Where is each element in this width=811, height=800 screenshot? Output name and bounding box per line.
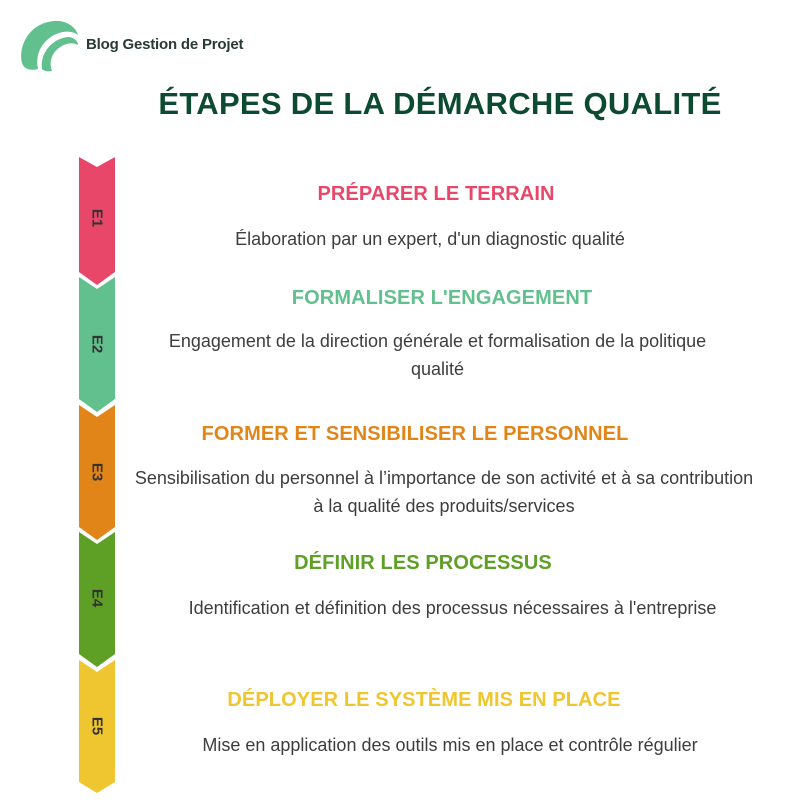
step-e1-description: Élaboration par un expert, d'un diagnostic qualité xyxy=(235,229,625,249)
step-e3-label: E3 xyxy=(88,462,106,482)
step-e4-label: E4 xyxy=(88,588,106,608)
step-e3-heading: FORMER ET SENSIBILISER LE PERSONNEL xyxy=(201,423,629,445)
step-e2-heading: FORMALISER L'ENGAGEMENT xyxy=(291,287,593,309)
step-e4-description: Identification et définition des processus nécessaires à l'entreprise xyxy=(188,598,717,618)
step-e2-description: Engagement de la direction générale et formalisation de la politique qualité xyxy=(168,331,707,379)
step-e5-heading: DÉPLOYER LE SYSTÈME MIS EN PLACE xyxy=(227,689,621,711)
page-title: ÉTAPES DE LA DÉMARCHE QUALITÉ xyxy=(158,86,722,121)
step-e1-heading: PRÉPARER LE TERRAIN xyxy=(317,183,555,205)
step-e5-description: Mise en application des outils mis en place et contrôle régulier xyxy=(202,735,698,755)
step-e4-heading: DÉFINIR LES PROCESSUS xyxy=(294,552,552,574)
blog-logo-icon xyxy=(16,19,80,75)
step-e2-label: E2 xyxy=(88,334,106,354)
brand-name: Blog Gestion de Projet xyxy=(86,36,244,53)
step-e1-label: E1 xyxy=(88,208,106,228)
step-e5-label: E5 xyxy=(88,716,106,736)
step-e3-description: Sensibilisation du personnel à l’importance de son activité et à sa contribution à la qualité des produits/services xyxy=(134,468,754,516)
